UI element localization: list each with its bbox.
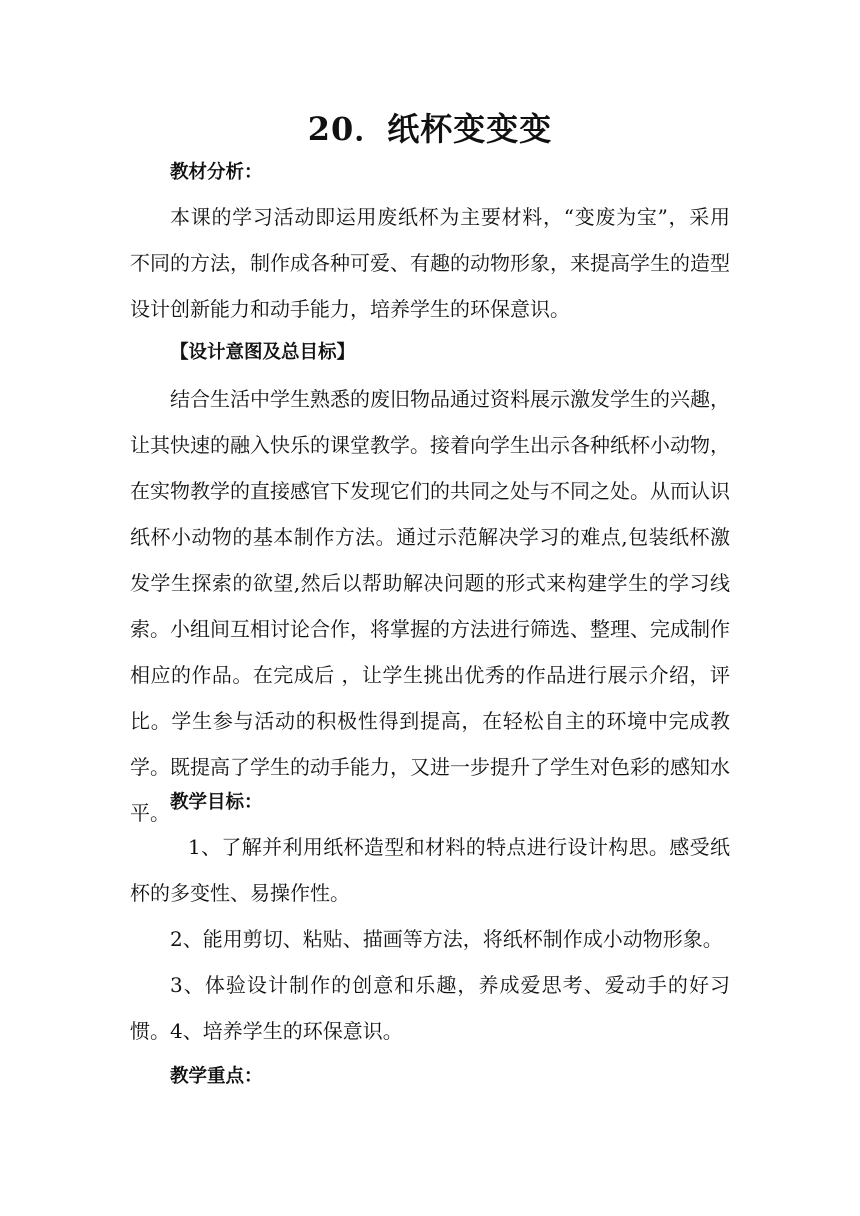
objective-item-2: 2、能用剪切、粘贴、描画等方法，将纸杯制作成小动物形象。 — [170, 927, 723, 951]
paragraph-design: 结合生活中学生熟悉的废旧物品通过资料展示激发学生的兴趣，让其快速的融入快乐的课堂教学。接着向学生出示各种纸杯小动物，在实物教学的直接感官下发现它们的共同之处与不同之处。从而认识纸杯小动物的基本制作方法。通过示范解决学习的难点,包装纸杯激发学生探索的欲望,然后以帮助解决问题的形式来构建学生的学习线索。小组间互相讨论合作，将掌握的方法进行筛选、整理、完成制作相应的作品。在完成后 ，让学生挑出优秀的作品进行展示介绍，评比。学生参与活动的积极性得到提高，在轻松自主的环境中完成教学。既提高了学生的动手能力，又进一步提升了学生对色彩的感知水平。 — [130, 387, 730, 825]
objective-item-4: 4、培养学生的环保意识。 — [170, 1019, 403, 1043]
objective-item-1: 1、了解并利用纸杯造型和材料的特点进行设计构思。感受纸杯的多变性、易操作性。 — [130, 835, 730, 905]
section-heading-keypoints: 教学重点： — [170, 1066, 263, 1087]
document-title: 20．纸杯变变变 — [307, 110, 553, 148]
objective-item-3: 3、体验设计制作的创意和乐趣，养成爱思考、爱动手的好习惯。 — [130, 973, 730, 1043]
paragraph-analysis: 本课的学习活动即运用废纸杯为主要材料，“变废为宝”，采用不同的方法，制作成各种可爱、有趣的动物形象，来提高学生的造型设计创新能力和动手能力，培养学生的环保意识。 — [130, 205, 730, 321]
section-heading-design: 【设计意图及总目标】 — [170, 342, 356, 363]
section-heading-analysis: 教材分析： — [170, 162, 263, 183]
section-heading-objectives: 教学目标： — [170, 792, 263, 813]
